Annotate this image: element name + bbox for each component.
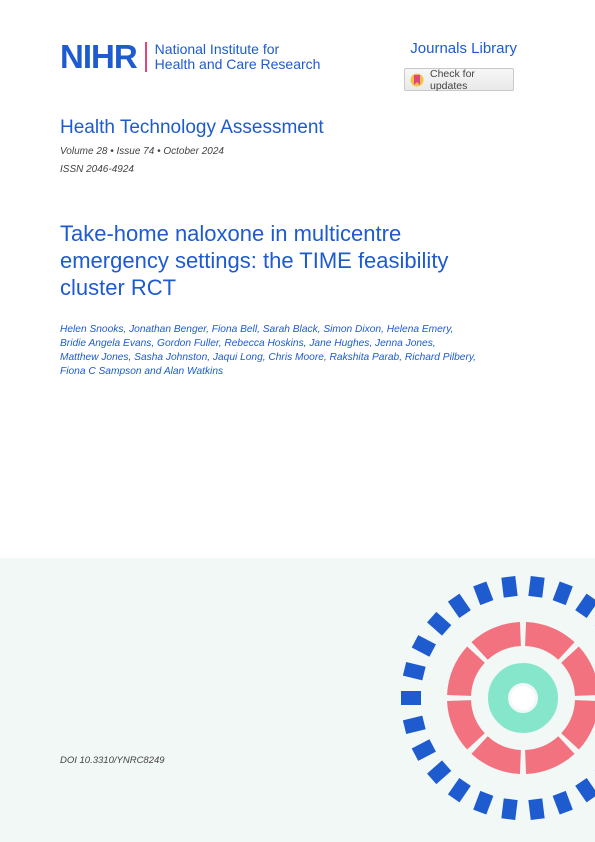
org-name-line-1: National Institute for bbox=[154, 41, 280, 57]
outer-dash bbox=[473, 581, 493, 605]
check-for-updates-button[interactable] bbox=[404, 68, 514, 91]
outer-dash bbox=[403, 662, 426, 680]
outer-dash bbox=[427, 760, 451, 784]
journal-title: Health Technology Assessment bbox=[60, 117, 324, 138]
journals-library-label: Journals Library bbox=[410, 40, 517, 57]
outer-dash bbox=[412, 635, 436, 657]
author-line: Helen Snooks, Jonathan Benger, Fiona Bell, Sarah Black, Simon Dixon, Helena Emery, bbox=[60, 324, 454, 335]
middle-segment bbox=[525, 622, 574, 660]
middle-segment bbox=[561, 700, 595, 749]
middle-segment bbox=[447, 700, 485, 749]
check-for-updates-label: Check for updates bbox=[430, 67, 475, 92]
middle-segment bbox=[471, 622, 520, 660]
org-name-line-2: Health and Care Research bbox=[154, 56, 321, 72]
nihr-logo bbox=[60, 40, 320, 74]
outer-dash bbox=[448, 594, 471, 618]
article-title: Take-home naloxone in multicentre emergency settings: the TIME feasibility cluster RCT bbox=[60, 221, 449, 300]
middle-segment bbox=[447, 646, 485, 695]
outer-dash bbox=[575, 778, 595, 802]
author-line: Matthew Jones, Sasha Johnston, Jaqui Long, Chris Moore, Rakshita Parab, Richard Pilbery, bbox=[60, 352, 477, 363]
outer-dash bbox=[553, 791, 573, 815]
crossmark-icon bbox=[410, 72, 424, 88]
middle-segment bbox=[471, 736, 520, 774]
outer-dash bbox=[501, 798, 517, 820]
outer-dash bbox=[412, 739, 436, 761]
outer-dash bbox=[553, 581, 573, 605]
outer-dash bbox=[403, 716, 426, 734]
doi: DOI 10.3310/YNRC8249 bbox=[60, 755, 165, 766]
issue-info: Volume 28 • Issue 74 • October 2024 bbox=[60, 146, 224, 157]
middle-segment bbox=[525, 736, 574, 774]
outer-dash bbox=[528, 798, 544, 820]
outer-dash bbox=[448, 778, 471, 802]
concentric-rings-graphic bbox=[395, 575, 595, 842]
nihr-full-name bbox=[155, 42, 321, 72]
outer-dash bbox=[427, 612, 451, 636]
outer-dash bbox=[501, 576, 517, 598]
middle-segment bbox=[561, 646, 595, 695]
center-dot bbox=[511, 686, 535, 710]
outer-dash bbox=[528, 576, 544, 598]
author-line: Fiona C Sampson and Alan Watkins bbox=[60, 366, 224, 377]
issn: ISSN 2046-4924 bbox=[60, 164, 134, 175]
outer-dash bbox=[575, 594, 595, 618]
nihr-wordmark: NIHR bbox=[60, 38, 137, 75]
outer-dash bbox=[401, 691, 421, 705]
author-list bbox=[60, 323, 520, 379]
outer-dash bbox=[473, 791, 493, 815]
logo-divider bbox=[145, 42, 147, 72]
author-line: Bridie Angela Evans, Gordon Fuller, Rebecca Hoskins, Jane Hughes, Jenna Jones, bbox=[60, 338, 436, 349]
